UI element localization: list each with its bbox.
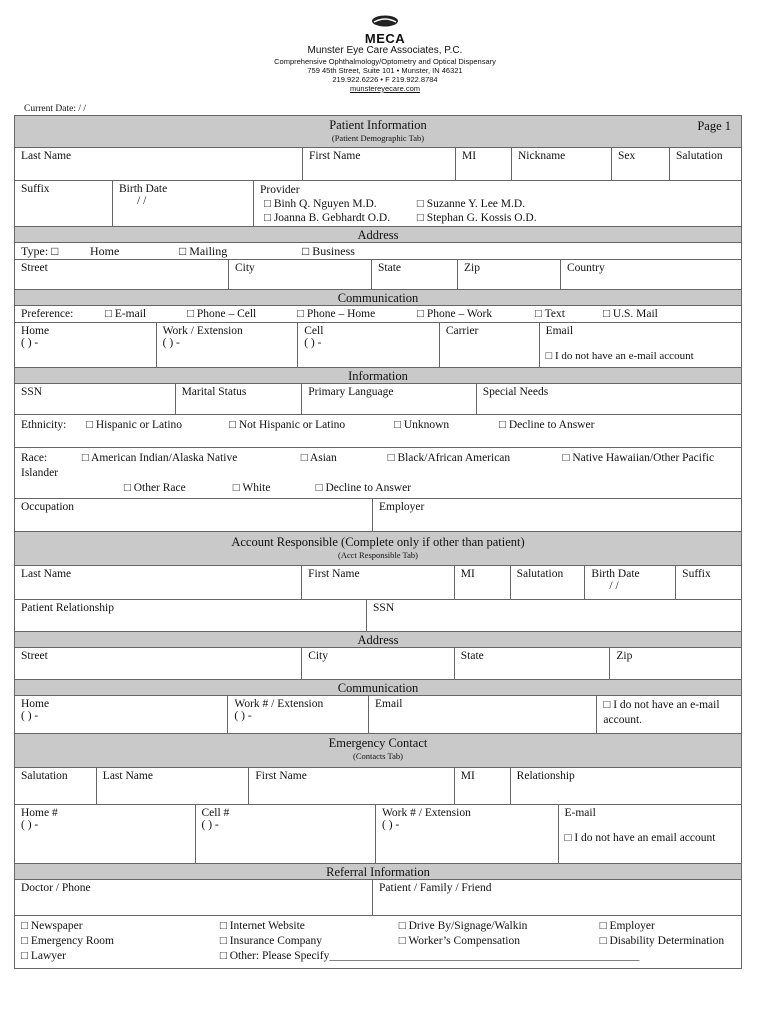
employer-field[interactable]: Employer <box>379 501 425 513</box>
section-communication <box>15 290 741 306</box>
provider-lee-checkbox[interactable]: □ Suzanne Y. Lee M.D. <box>416 198 526 210</box>
cell-phone-format: ( ) - <box>304 337 322 349</box>
acct-email-field[interactable]: Email <box>369 696 597 733</box>
eye-logo-icon <box>370 15 400 27</box>
ec-email-label: E-mail <box>564 807 596 819</box>
tagline: Comprehensive Ophthalmology/Optometry and Optical Dispensary <box>274 57 496 66</box>
mi-field[interactable]: MI <box>456 148 512 180</box>
ref-lawyer-checkbox[interactable]: □ Lawyer <box>21 950 66 962</box>
nickname-field[interactable]: Nickname <box>512 148 612 180</box>
race-label: Race: <box>21 452 48 464</box>
pref-home-checkbox[interactable]: □ Phone – Home <box>297 308 376 320</box>
provider-nguyen-checkbox[interactable]: □ Binh Q. Nguyen M.D. <box>264 198 377 210</box>
referral-options <box>15 916 741 968</box>
logo-text: MECA <box>364 31 406 46</box>
patient-relationship-field[interactable]: Patient Relationship <box>15 600 367 631</box>
ec-home-label: Home # <box>21 807 58 819</box>
ec-salutation-field[interactable]: Salutation <box>15 768 97 804</box>
acct-birth-date-field[interactable] <box>585 566 676 599</box>
section-acct-address <box>15 632 741 648</box>
ref-other-checkbox[interactable]: □ Other: Please Specify <box>219 950 330 962</box>
provider-field <box>254 181 741 226</box>
org-address: 759 45th Street, Suite 101 • Munster, IN 46321 <box>307 66 463 75</box>
page-number: Page 1 <box>697 119 731 133</box>
ec-home-format: ( ) - <box>21 819 39 831</box>
race-native-checkbox[interactable]: □ American Indian/Alaska Native <box>81 452 238 464</box>
website-link[interactable]: munstereyecare.com <box>349 84 421 93</box>
first-name-field[interactable]: First Name <box>303 148 456 180</box>
pref-work-checkbox[interactable]: □ Phone – Work <box>417 308 493 320</box>
section-title: Communication <box>337 681 419 695</box>
country-field[interactable]: Country <box>567 262 605 274</box>
acct-ssn-field[interactable]: SSN <box>373 602 395 614</box>
primary-language-field[interactable]: Primary Language <box>302 384 477 414</box>
eth-decline-checkbox[interactable]: □ Decline to Answer <box>499 419 595 431</box>
provider-gebhardt-checkbox[interactable]: □ Joanna B. Gebhardt O.D. <box>264 212 391 224</box>
suffix-field[interactable]: Suffix <box>15 181 113 226</box>
ec-work-label: Work # / Extension <box>382 807 471 819</box>
ec-work-phone-field[interactable] <box>376 805 559 863</box>
birth-date-slashes: / / <box>137 195 147 207</box>
org-phone: 219.922.6226 • F 219.922.8784 <box>332 75 438 84</box>
eth-not-hispanic-checkbox[interactable]: □ Not Hispanic or Latino <box>229 419 346 431</box>
current-date[interactable]: Current Date: / / <box>24 104 86 114</box>
email-label: Email <box>545 325 574 337</box>
ethnicity-label: Ethnicity: <box>21 419 67 431</box>
patient-form <box>14 115 742 969</box>
cell-phone-field[interactable] <box>298 323 440 367</box>
ref-er-checkbox[interactable]: □ Emergency Room <box>21 935 114 947</box>
acct-suffix-field[interactable]: Suffix <box>682 568 711 580</box>
race-pacific-checkbox[interactable]: □ Native Hawaiian/Other Pacific <box>562 452 715 464</box>
provider-label: Provider <box>260 184 300 196</box>
acct-first-name-field[interactable]: First Name <box>302 566 455 599</box>
race-white-checkbox[interactable]: □ White <box>232 482 271 494</box>
ethnicity-row <box>15 415 741 448</box>
work-phone-label: Work / Extension <box>162 325 243 337</box>
special-needs-field[interactable]: Special Needs <box>482 386 549 398</box>
type-home-checkbox[interactable]: Type: □ <box>21 244 59 258</box>
ref-insurance-checkbox[interactable]: □ Insurance Company <box>219 935 322 947</box>
section-subtitle: (Patient Demographic Tab) <box>331 133 425 143</box>
letterhead <box>0 14 770 93</box>
patient-family-friend-field[interactable]: Patient / Family / Friend <box>379 882 492 894</box>
section-title: Communication <box>337 291 419 305</box>
birth-date-field[interactable] <box>113 181 254 226</box>
ssn-field[interactable]: SSN <box>15 384 176 414</box>
ref-workers-comp-checkbox[interactable]: □ Worker’s Compensation <box>398 935 520 947</box>
marital-status-field[interactable]: Marital Status <box>176 384 303 414</box>
acct-home-phone-field[interactable] <box>15 696 228 733</box>
type-business-checkbox[interactable]: □ Business <box>302 244 355 258</box>
section-emergency-contact <box>15 734 741 768</box>
acct-work-phone-field[interactable] <box>228 696 369 733</box>
type-mailing-checkbox[interactable]: □ Mailing <box>179 244 228 258</box>
ec-work-format: ( ) - <box>382 819 400 831</box>
acct-home-label: Home <box>21 698 50 710</box>
ref-newspaper-checkbox[interactable]: □ Newspaper <box>21 920 83 932</box>
address-type-row <box>15 243 741 259</box>
section-title: Emergency Contact <box>328 736 428 750</box>
ec-email-field[interactable] <box>559 805 742 863</box>
pref-mail-checkbox[interactable]: □ U.S. Mail <box>603 308 658 320</box>
salutation-field[interactable]: Salutation <box>676 150 723 162</box>
occupation-field[interactable]: Occupation <box>15 499 373 531</box>
ec-relationship-field[interactable]: Relationship <box>516 770 575 782</box>
section-subtitle: (Acct Responsible Tab) <box>338 550 418 560</box>
race-decline-checkbox[interactable]: □ Decline to Answer <box>315 482 412 494</box>
acct-birth-date-slashes: / / <box>609 580 619 592</box>
city-field[interactable]: City <box>229 260 372 289</box>
zip-field[interactable]: Zip <box>458 260 561 289</box>
ref-employer-checkbox[interactable]: □ Employer <box>599 920 655 932</box>
section-title: Address <box>357 633 399 647</box>
birth-date-label: Birth Date <box>119 183 168 195</box>
cell-phone-label: Cell <box>304 325 324 337</box>
section-subtitle: (Contacts Tab) <box>353 751 403 761</box>
section-acct-communication <box>15 680 741 696</box>
carrier-field[interactable]: Carrier <box>440 323 540 367</box>
section-patient-info <box>15 116 741 148</box>
section-address <box>15 227 741 243</box>
home-phone-field[interactable] <box>15 323 157 367</box>
acct-city-field[interactable]: City <box>302 648 455 679</box>
section-title: Patient Information <box>329 118 427 132</box>
sex-field[interactable]: Sex <box>612 148 670 180</box>
race-black-checkbox[interactable]: □ Black/African American <box>387 452 511 464</box>
race-other-checkbox[interactable]: □ Other Race <box>123 482 186 494</box>
type-home-label: Home <box>90 244 120 258</box>
ec-first-name-field[interactable]: First Name <box>249 768 454 804</box>
home-phone-format: ( ) - <box>21 337 39 349</box>
pref-cell-checkbox[interactable]: □ Phone – Cell <box>187 308 257 320</box>
acct-birth-date-label: Birth Date <box>591 568 640 580</box>
section-information <box>15 368 741 384</box>
section-account-responsible <box>15 532 741 566</box>
preference-label: Preference: <box>21 308 74 320</box>
email-field[interactable] <box>540 323 741 367</box>
eth-unknown-checkbox[interactable]: □ Unknown <box>394 419 450 431</box>
doctor-phone-field[interactable]: Doctor / Phone <box>15 880 373 915</box>
acct-last-name-field[interactable]: Last Name <box>15 566 302 599</box>
acct-home-format: ( ) - <box>21 710 39 722</box>
ec-no-email-checkbox[interactable]: □ I do not have an email account <box>564 832 716 844</box>
org-name: Munster Eye Care Associates, P.C. <box>307 45 463 56</box>
ec-last-name-field[interactable]: Last Name <box>97 768 250 804</box>
ec-cell-label: Cell # <box>201 807 230 819</box>
work-phone-field[interactable] <box>157 323 299 367</box>
acct-zip-field[interactable]: Zip <box>616 650 633 662</box>
race-asian-checkbox[interactable]: □ Asian <box>300 452 337 464</box>
state-field[interactable]: State <box>372 260 458 289</box>
acct-salutation-field[interactable]: Salutation <box>511 566 586 599</box>
race-islander-label: Islander <box>21 467 59 479</box>
section-title: Information <box>348 369 408 383</box>
acct-state-field[interactable]: State <box>455 648 611 679</box>
ec-cell-phone-field[interactable] <box>196 805 377 863</box>
preference-row <box>15 306 741 323</box>
ref-website-checkbox[interactable]: □ Internet Website <box>219 920 305 932</box>
provider-kossis-checkbox[interactable]: □ Stephan G. Kossis O.D. <box>416 212 537 224</box>
ec-mi-field[interactable]: MI <box>455 768 511 804</box>
section-title: Referral Information <box>326 865 430 879</box>
ec-home-phone-field[interactable] <box>15 805 196 863</box>
acct-no-email-checkbox[interactable]: □ I do not have an e-mail account. <box>603 699 720 726</box>
acct-work-format: ( ) - <box>234 710 252 722</box>
race-row <box>15 448 741 499</box>
pref-text-checkbox[interactable]: □ Text <box>535 308 565 320</box>
section-referral <box>15 864 741 880</box>
ref-driveby-checkbox[interactable]: □ Drive By/Signage/Walkin <box>398 920 528 932</box>
last-name-field[interactable]: Last Name <box>15 148 303 180</box>
acct-work-label: Work # / Extension <box>234 698 324 710</box>
pref-email-checkbox[interactable]: □ E-mail <box>105 308 147 320</box>
acct-mi-field[interactable]: MI <box>455 566 511 599</box>
ref-other-specify-line[interactable]: ______________________________________________________________ <box>329 951 640 962</box>
acct-street-field[interactable]: Street <box>15 648 302 679</box>
section-title: Address <box>357 228 399 242</box>
no-email-checkbox[interactable]: □ I do not have an e-mail account <box>545 350 694 362</box>
street-field[interactable]: Street <box>15 260 229 289</box>
eth-hispanic-checkbox[interactable]: □ Hispanic or Latino <box>86 419 183 431</box>
ref-disability-checkbox[interactable]: □ Disability Determination <box>599 935 725 947</box>
section-title: Account Responsible (Complete only if other than patient) <box>231 535 525 549</box>
home-phone-label: Home <box>21 325 50 337</box>
ec-cell-format: ( ) - <box>201 819 219 831</box>
work-phone-format: ( ) - <box>162 337 180 349</box>
